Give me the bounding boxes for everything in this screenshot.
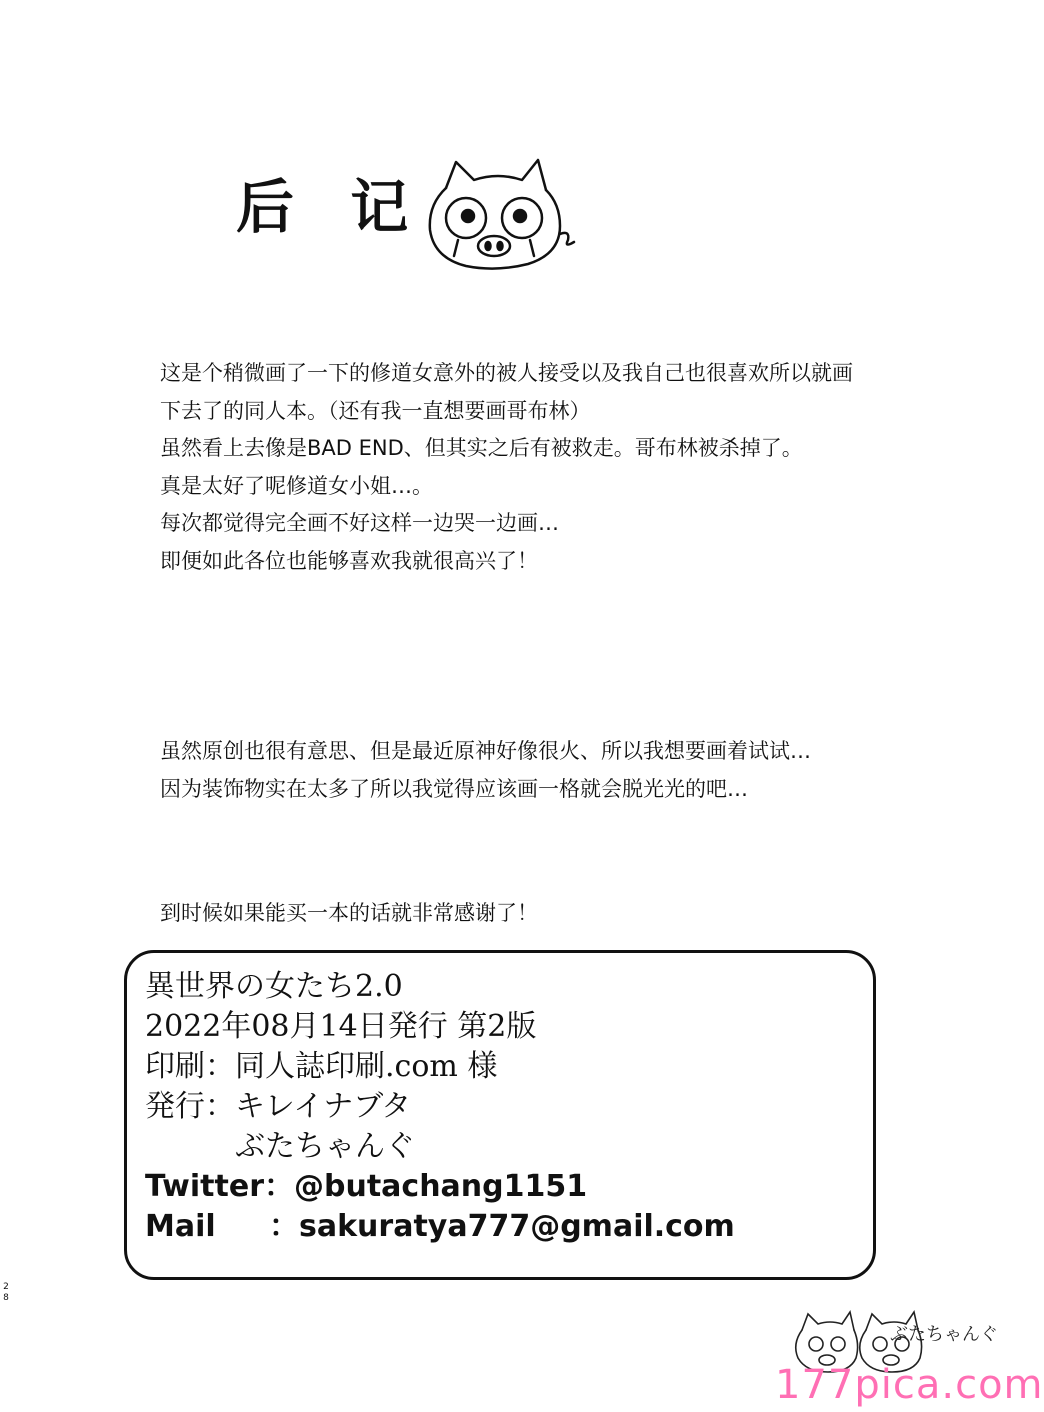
mail-address: ：sakuratya777@gmail.com (269, 1209, 735, 1244)
text-line: 虽然原创也很有意思、但是最近原神好像很火、所以我想要画着试试… (160, 739, 811, 763)
text-line: 到时候如果能买一本的话就非常感谢了！ (160, 901, 538, 925)
signature-text: ぶたちゃんぐ (890, 1324, 998, 1345)
mail-label: Mail (145, 1209, 216, 1244)
author-name: ぶたちゃんぐ (235, 1129, 415, 1164)
watermark: 177pica.com (775, 1362, 1044, 1408)
text-line: 虽然看上去像是BAD END、但其实之后有被救走。哥布林被杀掉了。 (160, 436, 803, 460)
text-line: 这是个稍微画了一下的修道女意外的被人接受以及我自己也很喜欢所以就画 (160, 361, 853, 385)
text-line: 下去了的同人本。（还有我一直想要画哥布林） (160, 398, 591, 423)
page-number (2, 1282, 10, 1304)
twitter-label: Twitter： (145, 1169, 294, 1204)
afterword-paragraph-2 (160, 733, 811, 808)
publisher-value: キレイナブタ (235, 1089, 412, 1124)
text-line: 真是太好了呢修道女小姐…。 (160, 473, 433, 498)
text-line: 即便如此各位也能够喜欢我就很高兴了！ (160, 548, 538, 573)
printer-label: 印刷： (145, 1049, 235, 1084)
page-number-digit: 2 (3, 1282, 9, 1292)
text-line: 每次都觉得完全画不好这样一边哭一边画… (160, 511, 559, 535)
colophon-box (124, 950, 876, 1280)
twitter-handle: @butachang1151 (294, 1169, 588, 1204)
afterword-paragraph-1 (160, 355, 853, 580)
mail-line (145, 1207, 873, 1247)
book-title: 異世界の女たち2.0 (145, 969, 403, 1004)
text-line: 因为装饰物实在太多了所以我觉得应该画一格就会脱光光的吧… (160, 776, 748, 801)
publisher-line (145, 1087, 873, 1127)
afterword-paragraph-3 (160, 895, 538, 933)
pig-face-illustration (418, 150, 578, 280)
printer-line (145, 1047, 873, 1087)
page-title: 后 记 (236, 173, 427, 241)
publish-date: 2022年08月14日発行 第2版 (145, 1009, 537, 1044)
twitter-line (145, 1167, 873, 1207)
printer-value: 同人誌印刷.com 様 (235, 1049, 498, 1084)
publisher-label: 発行： (145, 1089, 235, 1124)
page-number-digit: 8 (3, 1293, 9, 1303)
